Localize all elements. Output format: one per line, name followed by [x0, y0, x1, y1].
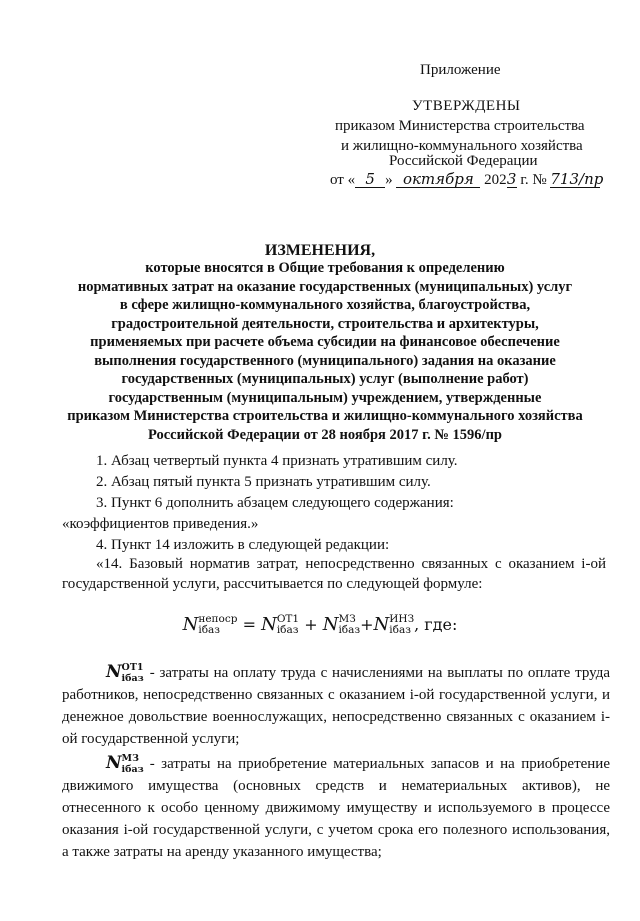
- definition-ot1: [62, 661, 610, 750]
- subtitle-line: выполнения государственного (муниципального) задания на оказание: [94, 352, 556, 369]
- document-title: ИЗМЕНЕНИЯ,: [264, 242, 376, 259]
- definition-ot1-text: - затраты на оплату труда с начислениями на выплаты по оплате труда работников, непосредственно связанных с оказанием i-ой государственной услуги, и денежное довольствие военнослужащих, непосредственно связанных с оказанием i-ой государственной услуги;: [62, 665, 610, 747]
- symbol-n-mz: N МЗ iбаз: [106, 752, 144, 775]
- formula-term-inz: N ИНЗ iбаз: [373, 613, 415, 636]
- subtitle-line: в сфере жилищно-коммунального хозяйства, благоустройства,: [119, 297, 531, 313]
- item-3: 3. Пункт 6 дополнить абзацем следующего содержания:: [96, 495, 454, 511]
- order-line-3: Российской Федерации: [389, 153, 538, 169]
- definition-mz-text: - затраты на приобретение материальных запасов и на приобретение движимого имущества (основных средств и нематериальных активов), не отнесенного к особо ценному движимому имуществу и используемого в процессе оказания i-ой государственной услуги, с учетом срока его полезного использования, а также затраты на аренду указанного имущества;: [62, 756, 610, 860]
- document-subtitle: [40, 259, 610, 444]
- order-number-handwritten: 713/пр: [550, 170, 604, 188]
- formula-term-ot: N ОТ1 iбаз: [261, 613, 300, 636]
- item-4: 4. Пункт 14 изложить в следующей редакции:: [96, 537, 390, 553]
- date-year-prefix: 202: [484, 172, 507, 188]
- order-line-2: и жилищно-коммунального хозяйства: [341, 138, 583, 154]
- item-14-line-2: государственной услуги, рассчитывается по следующей формуле:: [62, 576, 483, 592]
- subtitle-line: государственным (муниципальным) учреждением, утвержденные: [108, 389, 542, 406]
- formula-term-direct: N непоср iбаз: [182, 613, 238, 636]
- date-month-handwritten: октября: [396, 171, 480, 188]
- date-day-handwritten: 5: [355, 171, 385, 188]
- subtitle-line: государственных (муниципальных) услуг (выполнение работ): [121, 371, 529, 387]
- date-year-suffix: г. №: [516, 172, 547, 188]
- order-line-1: приказом Министерства строительства: [335, 118, 585, 134]
- date-prefix: от «: [330, 172, 356, 188]
- subtitle-line: нормативных затрат на оказание государственных (муниципальных) услуг: [77, 278, 573, 295]
- item-1: 1. Абзац четвертый пункта 4 признать утратившим силу.: [96, 453, 458, 469]
- subtitle-line: которые вносятся в Общие требования к определению: [145, 260, 505, 276]
- definition-mz: [62, 752, 610, 863]
- cost-formula: N непоср iбаз = N ОТ1 iбаз + N МЗ iбаз +N ИНЗ iбаз , где:: [182, 613, 458, 636]
- date-year-digit-handwritten: 3: [506, 170, 517, 188]
- formula-term-mz: N МЗ iбаз: [322, 613, 361, 636]
- item-3-quote: «коэффициентов приведения.»: [62, 516, 259, 532]
- item-14-line-1: «14. Базовый норматив затрат, непосредственно связанных с оказанием i-ой: [96, 556, 606, 572]
- item-2: 2. Абзац пятый пункта 5 признать утратившим силу.: [96, 474, 431, 490]
- order-date-line: [330, 170, 604, 190]
- subtitle-line: градостроительной деятельности, строительства и архитектуры,: [111, 315, 539, 332]
- appendix-label: Приложение: [420, 62, 501, 78]
- subtitle-line: применяемых при расчете объема субсидии на финансовое обеспечение: [90, 334, 560, 350]
- subtitle-line: Российской Федерации от 28 ноября 2017 г. № 1596/пр: [148, 426, 502, 443]
- symbol-n-ot1: N ОТ1 iбаз: [106, 661, 144, 684]
- subtitle-line: приказом Министерства строительства и жилищно-коммунального хозяйства: [67, 408, 583, 424]
- approved-heading: УТВЕРЖДЕНЫ: [412, 98, 521, 114]
- date-mid: »: [385, 172, 393, 188]
